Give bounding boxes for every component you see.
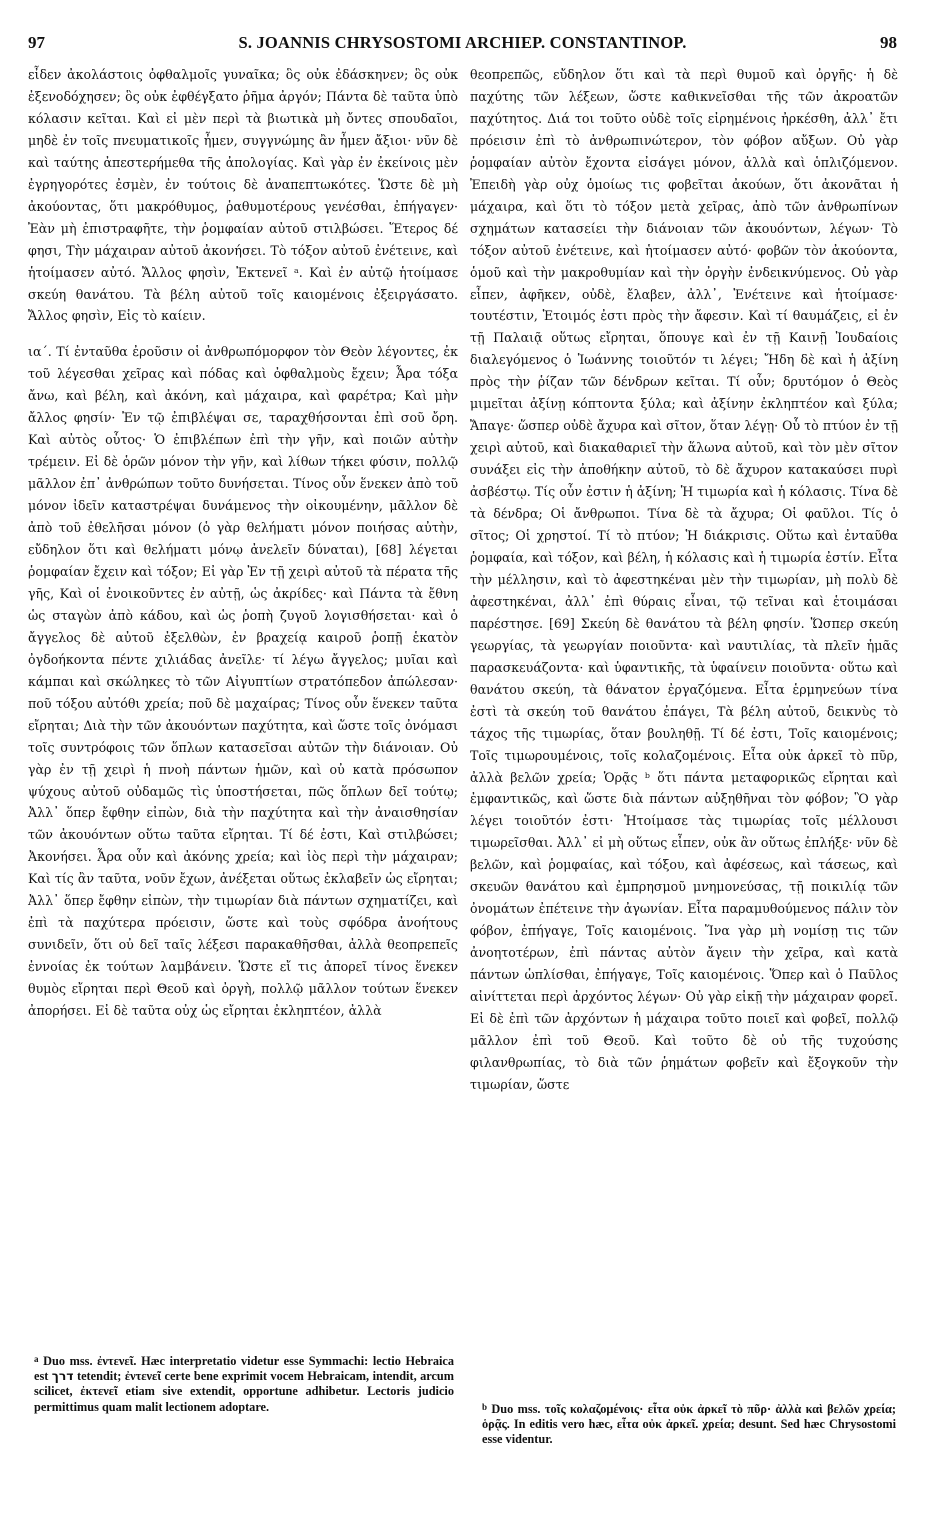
left-paragraph-1: εἶδεν ἀκολάστοις ὀφθαλμοῖς γυναῖκα; ὃς οὐκ ἐδάσκηνεν; ὃς οὐκ ἐξενοδόχησεν; ὃς οὐκ ἐφθέγξατο ῥῆμα ἀργόν; Πάντα δὲ ταῦτα ὑπὸ κόλασιν κεῖται. Καὶ εἰ μὲν περὶ τὰ βιωτικὰ μὴ ὄντες σπουδαῖοι, μηδὲ ἐν τοῖς πνευματικοῖς ἦμεν, συγγνώμης ἂν ἦμεν ἄξιοι· νῦν δὲ καὶ ταύτης ἀπεστερήμεθα τῆς ἀπολογίας. Καὶ γὰρ ἐν ἐκείνοις μὲν ἐγρηγορότες ἐσμὲν, ἐν τούτοις δὲ ἀναπεπτωκότες. Ὥστε δὲ μὴ ἀκούοντας, ὅτι μακρόθυμος, ῥαθυμοτέρους γενέσθαι, ἐπήγαγεν· Ἐὰν μὴ ἐπιστραφῆτε, τὴν ῥομφαίαν αὐτοῦ στιλβώσει. Ἕτερος δέ φησι, Τὴν μάχαιραν αὐτοῦ ἀκονήσει. Τὸ τόξον αὐτοῦ ἐνέτεινε, καὶ ἡτοίμασεν αὐτό. Ἄλλος φησὶν, Ἐκτενεῖ ᵃ. Καὶ ἐν αὐτῷ ἡτοίμασε σκεύη θανάτου. Τὰ βέλη αὐτοῦ τοῖς καιομένοις ἐξειργάσατο. Ἄλλος φησὶν, Εἰς τὸ καίειν.	[28, 67, 458, 324]
footnote-b-text: Duo mss. τοῖς κολαζομένοις· εἶτα οὐκ ἀρκεῖ τὸ πῦρ· ἀλλὰ καὶ βελῶν χρεία; ὁρᾷς. In editis vero hæc, εἶτα οὐκ ἀρκεῖ. χρεία; desunt. Sed hæc Chrysostomi esse videntur.	[482, 1402, 897, 1447]
right-column	[470, 64, 898, 1096]
footnote-a-text-1: Duo mss. ἐντενεῖ. Hæc interpretatio videtur esse Symmachi: lectio Hebraica est	[34, 1354, 454, 1384]
running-title: S. JOANNIS CHRYSOSTOMI ARCHIEP. CONSTANTINOP.	[238, 33, 687, 52]
footnote-a-mark: a	[34, 1354, 39, 1364]
page-number-right: 98	[879, 33, 897, 52]
left-column	[28, 64, 458, 1022]
page-header	[28, 33, 897, 59]
left-paragraph-2: ια´. Τί ἐνταῦθα ἐροῦσιν οἱ ἀνθρωπόμορφον τὸν Θεὸν λέγοντες, ἐκ τοῦ λέγεσθαι χεῖρας καὶ πόδας καὶ ὀφθαλμοὺς ἔχειν; Ἆρα τόξα ἄνω, καὶ βέλη, καὶ ἀκόνη, καὶ μάχαιρα, καὶ φαρέτρα; Καὶ μὴν ἄλλος φησίν· Ἐν τῷ ἐπιβλέψαι σε, ταραχθήσονται ἐπὶ σοῦ ὄρη. Καὶ αὐτὸς οὗτος· Ὁ ἐπιβλέπων ἐπὶ τὴν γῆν, καὶ ποιῶν αὐτὴν τρέμειν. Εἰ δὲ ὁρῶν μόνον τὴν γῆν, καὶ λίθων τήκει φύσιν, πολλῷ μᾶλλον ἐπ᾽ ἀνθρώπων τοῦτο δυνήσεται. Τίνος οὖν ἕνεκεν ἀπὸ τοῦ μόνον ἰδεῖν καταστρέψαι δυνάμενος τὴν οἰκουμένην, μᾶλλον δὲ ἀπὸ τοῦ ἐθελῆσαι μόνον (ὁ γὰρ θελήματι μόνον ποιήσας αὐτὴν, εὔδηλον ὅτι καὶ θελήματι μόνῳ ἀνελεῖν δύναται), [68] λέγεται ῥομφαίαν ἔχειν καὶ τόξον; Εἰ γὰρ Ἐν τῇ χειρὶ αὐτοῦ τὰ πέρατα τῆς γῆς, Καὶ οἱ ἐνοικοῦντες ἐν αὐτῇ, ὡς ἀκρίδες· καὶ Πάντα τὰ ἔθνη ὡς σταγὼν ἀπὸ κάδου, καὶ ὡς ῥοπὴ ζυγοῦ λογισθήσεται· καὶ ὁ ἄγγελος δὲ αὐτοῦ ἐξελθὼν, ἐν βραχείᾳ καιροῦ ῥοπῇ ἑκατὸν ὀγδοήκοντα πέντε χιλιάδας ἀνεῖλε· τί λέγω ἄγγελος; μυῖαι καὶ κάμπαι καὶ σκώληκες τὸ τῶν Αἰγυπτίων στρατόπεδον ἀπώλεσαν· ποῦ τόξου αὐτόθι χρεία; ποῦ δὲ μαχαίρας; Τίνος οὖν ἕνεκεν ταῦτα εἴρηται; Διὰ τὴν τῶν ἀκουόντων παχύτητα, καὶ ὥστε τοῖς ὀνόμασι τοῖς συντρόφοις τῶν ὅπλων κατασεῖσαι αὐτῶν τὴν διάνοιαν. Οὐ γὰρ ἐν τῇ χειρὶ ἡ πνοὴ πάντων ἡμῶν, καὶ οὐ κατὰ πρόσωπον ψύχους αὐτοῦ οὐδαμῶς τὶς ὑποστήσεται, πῶς ὅπλων δεῖ τούτῳ; Ἀλλ᾽ ὅπερ ἔφθην εἰπὼν, διὰ τὴν παχύτητα καὶ τὴν ἀναισθησίαν τῶν ἀκουόντων οὕτω ταῦτα εἴρηται. Τί δέ ἐστι, Καὶ στιλβώσει; Ἀκονήσει. Ἆρα οὖν καὶ ἀκόνης χρεία; καὶ ἰὸς περὶ τὴν μάχαιραν; Καὶ τίς ἂν ταῦτα, νοῦν ἔχων, ἀνέξεται οὕτως ἐκλαβεῖν ὡς εἴρηται; Ἀλλ᾽ ὅπερ ἔφθην εἰπὼν, τὴν τιμωρίαν διὰ πάντων σχηματίζει, καὶ ἐπὶ τὰ παχύτερα πρόεισιν, ὥστε καὶ τοὺς σφόδρα ἀνοήτους συνιδεῖν, ὅτι οὐ δεῖ ταῖς λέξεσι παρακαθῆσθαι, ἀλλὰ θεοπρεπεῖς ἐννοίας ἐκ τούτων λαμβάνειν. Ὥστε εἴ τις ἀπορεῖ τίνος ἕνεκεν θυμὸς εἴρηται περὶ Θεοῦ καὶ ὀργὴ, πολλῷ μᾶλλον τούτων ἕνεκεν ἀπορήσει. Εἰ δὲ ταῦτα οὐχ ὡς εἴρηται ἐκληπτέον, ἀλλὰ	[28, 344, 458, 1019]
footnote-b-mark: b	[482, 1402, 488, 1412]
page-number-left: 97	[28, 33, 45, 52]
footnote-a-hebrew: דרך	[51, 1369, 74, 1384]
footnote-a	[34, 1352, 454, 1415]
footnote-b	[482, 1400, 896, 1448]
footnote-a-text-2: tetendit; ἐντενεῖ certe bene exprimit vocem Hebraicam, intendit, arcum scilicet, ἐκτενεῖ etiam sive extendit, opportune adhibetur. Lectoris judicio permittimus quam malit lectionem adoptare.	[34, 1369, 455, 1414]
right-paragraph-1: θεοπρεπῶς, εὔδηλον ὅτι καὶ τὰ περὶ θυμοῦ καὶ ὀργῆς· ἡ δὲ παχύτης τῶν λέξεων, ὥστε καθικνεῖσθαι τῆς τῶν ἀκροατῶν παχύτητος. Διά τοι τοῦτο οὐδὲ τοῖς εἰρημένοις ἠρκέσθη, ἀλλ᾽ ἔτι πρόεισιν ἐπὶ τὸ ἀνθρωπινώτερον, τὸν φόβον αὔξων. Οὐ γὰρ ῥομφαίαν αὐτὸν ἔχοντα εἰσάγει μόνον, ἀλλὰ καὶ ὁπλιζόμενον. Ἐπειδὴ γὰρ οὐχ ὁμοίως τις φοβεῖται ἀκούων, ὅτι ἀκονᾶται ἡ μάχαιρα, καὶ ὅτι τὸ τόξον μετὰ χεῖρας, ἀπὸ τῶν ἀνθρωπίνων σχημάτων κατασείει τὴν διάνοιαν τῶν ἀκουόντων, λέγων· Τὸ τόξον αὐτοῦ ἐνέτεινε, καὶ ἡτοίμασεν αὐτό· φοβῶν τὸν ἀκούοντα, ὁμοῦ καὶ τὴν μακροθυμίαν καὶ τὴν ὀργὴν ἐνδεικνύμενος. Οὐ γὰρ εἶπεν, ἀφῆκεν, οὐδὲ, ἔλαβεν, ἀλλ᾽, Ἐνέτεινε καὶ ἡτοίμασε· τουτέστιν, Ἑτοιμός ἐστι πρὸς τὴν ἄφεσιν. Καὶ τί θαυμάζεις, εἰ ἐν τῇ Παλαιᾷ οὕτως εἴρηται, ὅπουγε καὶ ἐν τῇ Καινῇ Ἰουδαίοις διαλεγόμενος ὁ Ἰωάννης τοιοῦτόν τι λέγει; Ἤδη δὲ καὶ ἡ ἀξίνη πρὸς τὴν ῥίζαν τῶν δένδρων κεῖται. Τί οὖν; δρυτόμον ὁ Θεὸς μιμεῖται ἀξίνῃ κόπτοντα ξύλα; καὶ ἀξίνην ἐκληπτέον καὶ ξύλα; Ἄπαγε· ὥσπερ οὐδὲ ἄχυρα καὶ σῖτον, ὅταν λέγῃ· Οὗ τὸ πτύον ἐν τῇ χειρὶ αὐτοῦ, καὶ διακαθαριεῖ τὴν ἅλωνα αὐτοῦ, καὶ τὸν μὲν σῖτον συνάξει εἰς τὴν ἀποθήκην αὐτοῦ, τὸ δὲ ἄχυρον κατακαύσει πυρὶ ἀσβέστῳ. Τίς οὖν ἐστιν ἡ ἀξίνη; Ἡ τιμωρία καὶ ἡ κόλασις. Τίνα δὲ τὰ δένδρα; Οἱ ἄνθρωποι. Τίνα δὲ τὰ ἄχυρα; Οἱ φαῦλοι. Τίς ὁ σῖτος; Οἱ χρηστοί. Τί τὸ πτύον; Ἡ διάκρισις. Οὕτω καὶ ἐνταῦθα ῥομφαία, καὶ τόξον, καὶ βέλη, ἡ κόλασις καὶ ἡ τιμωρία ἐστίν. Εἶτα τὴν μέλλησιν, καὶ τὸ ἀφεστηκέναι μὲν τὴν τιμωρίαν, μὴ πολὺ δὲ ἀφεστηκέναι, ἀλλ᾽ ἐπὶ θύραις εἶναι, τῷ τεῖναι καὶ ἑτοιμάσαι παρέστησε. [69] Σκεύη δὲ θανάτου τὰ βέλη φησίν. Ὥσπερ σκεύη γεωργίας, τὰ γεωργίαν ποιοῦντα· καὶ ναυτιλίας, τὰ πλεῖν ἡμᾶς παρασκευάζοντα· καὶ ὑφαντικῆς, τὰ ὑφαίνειν ποιοῦντα· οὕτω καὶ θανάτου σκεύη, τὰ θάνατον ἐργαζόμενα. Εἶτα ἑρμηνεύων τίνα ἐστὶ τὰ σκεύη τοῦ θανάτου ἐπάγει, Τὰ βέλη αὐτοῦ, δεικνὺς τὸ τάχος τῆς τιμωρίας, ὅταν βουληθῇ. Τί δέ ἐστι, Τοῖς καιομένοις; Τοῖς τιμωρουμένοις, τοῖς κολαζομένοις. Εἶτα οὐκ ἀρκεῖ τὸ πῦρ, ἀλλὰ βελῶν χρεία; Ὁρᾷς ᵇ ὅτι πάντα μεταφορικῶς εἴρηται καὶ ἐμφαντικῶς, καὶ ὥστε διὰ πάντων αὐξηθῆναι τὸν φόβον; Ὃ γὰρ λέγει τοιοῦτόν ἐστι· Ἡτοίμασε τὰς τιμωρίας τοῖς μέλλουσι τιμωρεῖσθαι. Ἀλλ᾽ εἰ μὴ οὕτως εἶπεν, οὐκ ἂν οὕτως ἐπλήξε· νῦν δὲ βελῶν, καὶ ῥομφαίας, καὶ τόξου, καὶ ἀφέσεως, καὶ τάσεως, καὶ σκευῶν θανάτου καὶ ἐμπρησμοῦ μνημονεύσας, τῇ ποικιλίᾳ τῶν ὀνομάτων ἐπέτεινε τὴν ἀγωνίαν. Εἶτα παραμυθούμενος πάλιν τὸν φόβον, ἐπήγαγε, Τοῖς καιομένοις. Ἵνα γὰρ μὴ νομίσῃ τις τῶν ἀνοητοτέρων, ἐπὶ πάντας αὐτὸν ἄγειν τὴν χεῖρα, καὶ κατὰ πάντων ὡπλίσθαι, ἐπήγαγε, Τοῖς καιομένοις. Ὅπερ καὶ ὁ Παῦλος αἰνίττεται περὶ ἀρχόντος λέγων· Οὐ γὰρ εἰκῇ τὴν μάχαιραν φορεῖ. Εἰ δὲ ἐπὶ τῶν ἀρχόντων ἡ μάχαιρα τοῦτο ποιεῖ καὶ φοβεῖ, πολλῷ μᾶλλον ἐπὶ τοῦ Θεοῦ. Καὶ τοῦτο δὲ οὐ τῆς τυχούσης φιλανθρωπίας, τὸ διὰ τῶν ῥημάτων φοβεῖν καὶ ἔξογκοῦν τὴν τιμωρίαν, ὥστε	[470, 67, 898, 1092]
